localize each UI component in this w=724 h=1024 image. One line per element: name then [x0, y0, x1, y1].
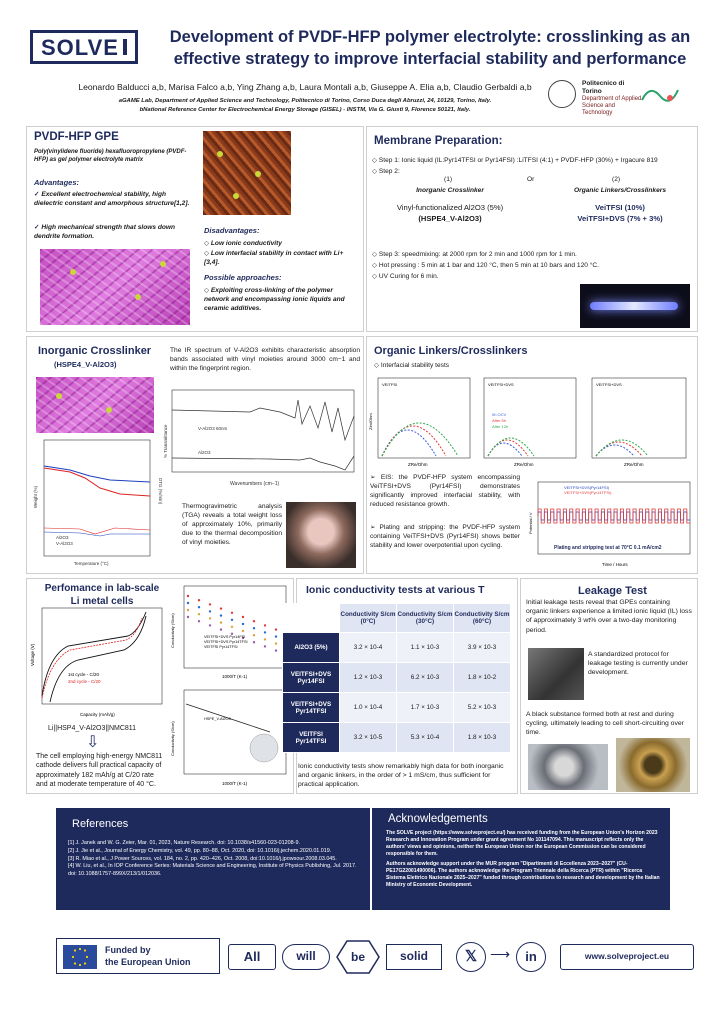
slogan-all: All: [228, 944, 276, 970]
table-cell: 1.8 × 10-3: [454, 723, 511, 753]
conductivity-chart-organic: [168, 582, 290, 682]
table-cell: 1.7 × 10-3: [397, 693, 454, 723]
affiliations: aGAME Lab, Department of Applied Science and Technology, Politecnico di Torino, Corso Duca degli Abruzzi, 24, 10129, Torino, Italy. bNational Reference Center for Electrochemical Energy Storage (GISEL) - INSTM, Via G. Giusti 9, Florence 50121, Italy.: [118, 98, 492, 113]
ir-xlabel: Wavenumbers (cm−1): [230, 481, 280, 487]
disadvantages-heading: Disadvantages:: [204, 226, 260, 235]
authors: Leonardo Balducci a,b, Marisa Falco a,b, Ying Zhang a,b, Laura Montali a,b, Giuseppe A. Elia a,b, Claudio Gerbaldi a,b: [78, 82, 532, 92]
conductivity-point: [209, 603, 211, 605]
ir-ylabel: % Transmittance: [163, 424, 168, 458]
conductivity-point: [253, 620, 255, 622]
conductivity-table: [282, 603, 511, 753]
row-label: VEITFSI Pyr14TFSI: [283, 723, 340, 753]
svg-text:Potential / V: Potential / V: [528, 512, 533, 534]
svg-text:Voltage (V): Voltage (V): [30, 643, 35, 666]
svg-text:ZRe/Ohm: ZRe/Ohm: [408, 462, 428, 467]
conductivity-point: [220, 628, 222, 630]
conductivity-point: [198, 613, 200, 615]
table-cell: 1.1 × 10-3: [397, 633, 454, 663]
svg-text:2nd cycle - C/20: 2nd cycle - C/20: [68, 679, 101, 684]
ionic-text: Ionic conductivity tests show remarkably high data for both inorganic and organic linkers, in the order of > 1 mS/cm, thus sufficient for practical application.: [298, 763, 504, 789]
conductivity-point: [198, 599, 200, 601]
conductivity-point: [209, 624, 211, 626]
acknowledgements-text: The SOLVE project (https://www.solveproject.eu/) has received funding from the European Union's Horizon 2023 Research and Innovation Program under grant agreement No 101147094. This manuscript reflects only the authors' views and opinions, neither the European Union nor the European Commission can be considered responsible for them. Authors acknowledge support under the MUR program "Dipartimenti di Eccellenza 2023–2027" (CU-PE17G22001490006). The authors acknowledge the Program Triennale della Ricerca (PTR) within "Ricerca Sistema Elettrico Nazionale 2025–2027" funded through contributions to research and development by the Italian Ministry of Economic Development.: [386, 830, 660, 888]
solve-logo-text: SOLVE: [41, 35, 119, 60]
table-cell: 1.8 × 10-2: [454, 663, 511, 693]
table-cell: 5.2 × 10-3: [454, 693, 511, 723]
solve-logo: [30, 30, 138, 64]
title-line-1: Development of PVDF-HFP polymer electrolyte: crosslinking as an: [169, 28, 691, 46]
eu-flag-icon: [63, 945, 97, 969]
organic-heading: Organic Linkers/Crosslinkers: [574, 187, 666, 194]
ir-text: The IR spectrum of V-Al2O3 exhibits characteristic absorption bands associated with vinyl moieties around 3000 cm−1 and within the fingerprint region.: [170, 347, 360, 372]
ionic-title: Ionic conductivity tests at various T: [306, 584, 485, 596]
leakage-text-3: A black substance formed both at rest and during cycling, ultimately leading to cell short-circuiting over time.: [526, 711, 684, 737]
conductivity-point: [242, 623, 244, 625]
conductivity-point: [264, 624, 266, 626]
hot-press: ◇ Hot pressing : 5 min at 1 bar and 120 °C, then 5 min at 10 bars and 120 °C.: [372, 262, 599, 269]
tga-ylabel: Weight (%): [33, 485, 38, 508]
conductivity-point: [220, 607, 222, 609]
conductivity-point: [264, 638, 266, 640]
coin-cell-image-1: [528, 744, 608, 790]
slogan-will: will: [282, 944, 330, 970]
leakage-title: Leakage Test: [578, 585, 647, 597]
ps-caption: Plating and stripping test at 70°C 0.1 mA/cm2: [554, 545, 662, 551]
eu-funded-line-1: Funded by: [105, 945, 151, 955]
conductivity-point: [253, 641, 255, 643]
reference-item: [4] W. Liu, et al., In IOP Conference Series: Materials Science and Engineering, Institute of Physics Publishing, Jul. 2017. doi: 10.1088/1757-899X/213/1/012036.: [68, 863, 357, 878]
gpe-title: PVDF-HFP GPE: [34, 131, 119, 143]
svg-text:After 5h: After 5h: [492, 418, 507, 423]
disadvantage-2: ◇ Low interfacial stability in contact with Li+[3,4].: [204, 250, 344, 266]
table-cell: 3.2 × 10-4: [340, 633, 397, 663]
row-label: VEITFSI+DVS Pyr14TFSI: [283, 693, 340, 723]
col-30c: Conductivity S/cm (30°C): [397, 604, 454, 633]
leakage-sample-image: [528, 648, 584, 700]
svg-text:VEITFSI: VEITFSI: [382, 382, 398, 387]
ir-chart: [160, 388, 360, 488]
gpe-intro: Poly(vinylidene fluoride) hexafluoropropylene (PVDF-HFP) as gel polymer electrolyte matrix: [34, 149, 187, 164]
eis-text: ➢ EIS: the PVDF-HFP system encompassing VeiTFSI+DVS (Pyr14FSI) demonstrates significantly improved interfacial stability, with reduced resistance growth.: [370, 474, 520, 508]
poster-title: [160, 26, 700, 71]
inorganic-title: Inorganic Crosslinker: [38, 345, 152, 357]
svg-text:1000/T (K-1): 1000/T (K-1): [222, 674, 248, 679]
membrane-title: Membrane Preparation:: [374, 135, 503, 147]
svg-text:ZRe/Ohm: ZRe/Ohm: [514, 462, 534, 467]
link-arrow-icon: ⟶: [490, 946, 511, 962]
row-label: Al2O3 (5%): [283, 633, 340, 663]
inorganic-heading: Inorganic Crosslinker: [416, 187, 484, 194]
table-cell: 3.2 × 10-5: [340, 723, 397, 753]
tga-legend-1: Al2O3: [56, 535, 69, 540]
conductivity-point: [275, 635, 277, 637]
option-2-label: (2): [612, 176, 621, 183]
conductivity-point: [187, 616, 189, 618]
conductivity-point: [209, 617, 211, 619]
step-3: ◇ Step 3: speedmixing: at 2000 rpm for 2 min and 1000 rpm for 1 min.: [372, 251, 577, 258]
svg-text:VEITFSI+DVS(Pyr14TFSI): VEITFSI+DVS(Pyr14TFSI): [564, 490, 612, 495]
svg-text:After 12h: After 12h: [492, 424, 509, 429]
ps-series-2: [538, 509, 690, 523]
conductivity-point: [198, 606, 200, 608]
conductivity-point: [187, 609, 189, 611]
conductivity-point: [209, 610, 211, 612]
svg-text:1000/T (K-1): 1000/T (K-1): [222, 781, 248, 786]
uv-curing: ◇ UV Curing for 6 min.: [372, 273, 439, 280]
svg-text:1st cycle - C/20: 1st cycle - C/20: [68, 672, 100, 677]
advantage-1: ✓ Excellent electrochemical stability, high dielectric constant and amorphous structure[1,2].: [34, 191, 190, 207]
conductivity-point: [231, 612, 233, 614]
tga-y2label: DTG (%/min): [158, 478, 163, 505]
conductivity-point: [242, 630, 244, 632]
advantage-2: ✓ High mechanical strength that slows down dendrite formation.: [34, 224, 176, 240]
membrane-sem-image: [203, 131, 291, 215]
inorganic-option: Vinyl-functionalized Al2O3 (5%) (HSPE4_V-Al2O3): [396, 203, 504, 223]
crosslinked-fiber-image: [36, 377, 154, 433]
conductivity-point: [264, 645, 266, 647]
advantages-heading: Advantages:: [34, 178, 80, 187]
tga-legend-2: V-Al2O3: [56, 541, 73, 546]
conductivity-point: [264, 631, 266, 633]
col-0c: Conductivity S/cm (0°C): [340, 604, 397, 633]
svg-text:Conductivity (S/cm): Conductivity (S/cm): [170, 613, 175, 648]
membrane-photo: [286, 502, 356, 568]
conductivity-point: [220, 621, 222, 623]
row-label: VEITFSI+DVS Pyr14FSI: [283, 663, 340, 693]
performance-title: Perfomance in lab-scale Li metal cells: [44, 583, 160, 607]
conductivity-point: [198, 620, 200, 622]
cell-config: Li||HSP4_V-Al2O3||NMC811: [48, 725, 137, 732]
conductivity-point: [275, 649, 277, 651]
title-line-2: effective strategy to improve interfacial stability and performance: [173, 50, 687, 69]
option-1-label: (1): [444, 176, 453, 183]
conductivity-point: [275, 628, 277, 630]
logo-bar-icon: [123, 39, 127, 55]
svg-text:HSPE_V-Al2O3: HSPE_V-Al2O3: [204, 717, 231, 721]
step-2: ◇ Step 2:: [372, 168, 400, 175]
reference-item: [3] R. Miao et al., J Power Sources, vol. 184, no. 2, pp. 420–426, Oct. 2008, doi:10.1016/j.jpowsour.2008.03.045.: [68, 855, 337, 862]
nyquist-plot-1: [366, 374, 474, 470]
approaches-heading: Possible approaches:: [204, 273, 282, 282]
tga-chart: [30, 436, 166, 570]
table-cell: 6.2 × 10-3: [397, 663, 454, 693]
nyquist-plot-3: [580, 374, 692, 470]
conductivity-chart-inorganic: [168, 686, 290, 790]
tga-text: Thermogravimetric analysis (TGA) reveals a total weight loss of approximately 10%, primarily due to the thermal decomposition of vinyl moieties.: [182, 503, 282, 546]
inorganic-subtitle: (HSPE4_V-Al2O3): [54, 360, 117, 369]
conductivity-point: [253, 627, 255, 629]
x-social-icon[interactable]: 𝕏: [456, 942, 486, 972]
conductivity-point: [242, 616, 244, 618]
eu-funding: [56, 938, 220, 974]
slogan-be: be: [336, 940, 380, 974]
conductivity-point: [220, 614, 222, 616]
table-cell: 1.0 × 10-4: [340, 693, 397, 723]
polito-logo: Politecnico di Torino Department of Applied Science and Technology: [582, 80, 642, 116]
website-link[interactable]: www.solveproject.eu: [560, 944, 694, 970]
table-cell: 1.2 × 10-3: [340, 663, 397, 693]
disadvantage-1: ◇ Low ionic conductivity: [204, 240, 282, 247]
svg-text:VEITFSI+DVS: VEITFSI+DVS: [596, 382, 622, 387]
performance-text: The cell employing high-energy NMC811 cathode delivers full practical capacity of approximately 182 mAh/g at C/20 rate and at moderate temperature of 40 °C.: [36, 753, 163, 789]
conductivity-point: [253, 634, 255, 636]
plating-stripping-chart: [524, 478, 694, 570]
svg-text:0h OCV: 0h OCV: [492, 412, 507, 417]
organic-title: Organic Linkers/Crosslinkers: [374, 345, 528, 357]
acknowledgements-title: Acknowledgements: [388, 813, 488, 825]
reference-item: [2] J. Jie et al., Journal of Energy Chemistry, vol. 49, pp. 80–88, Oct. 2020, doi: 10.1016/j.jechem.2020.01.019.: [68, 847, 332, 854]
stability-label: ◇ Interfacial stability tests: [374, 362, 450, 369]
ir-legend-2: Al2O3: [198, 450, 211, 455]
conductivity-point: [275, 642, 277, 644]
svg-text:VEITFSI Pyr14TFSI: VEITFSI Pyr14TFSI: [204, 645, 238, 649]
svg-text:Capacity (mAh/g): Capacity (mAh/g): [80, 712, 115, 717]
leakage-text-2: A standardized protocol for leakage testing is currently under development.: [588, 651, 688, 677]
organic-option: VeiTFSI (10%) VeiTFSI+DVS (7% + 3%): [577, 203, 663, 223]
uv-lamp-image: [580, 284, 690, 328]
svg-text:Conductivity (S/cm): Conductivity (S/cm): [170, 721, 175, 756]
leakage-text-1: Initial leakage tests reveal that GPEs containing organic linkers experience a limited ionic liquid (IL) loss of approximately 3 wt% over a two-day monitoring period.: [526, 599, 692, 634]
reference-item: [1] J. Janek and W. G. Zeier, Mar. 01, 2023, Nature Research. doi: 10.1038/s41560-023-01208-9.: [68, 840, 300, 846]
nyquist-plot-2: [472, 374, 580, 470]
svg-text:VEITFSI+DVS: VEITFSI+DVS: [488, 382, 514, 387]
polito-seal-icon: [548, 80, 576, 108]
linkedin-icon[interactable]: in: [516, 942, 546, 972]
ir-legend-1: V-Al2O3 60nm: [198, 426, 228, 431]
svg-text:VEITFSI+DVS Pyr14TFSI: VEITFSI+DVS Pyr14TFSI: [204, 640, 248, 644]
voltage-profile-chart: [28, 606, 166, 720]
coin-cell-image-2: [616, 738, 690, 792]
plating-text: ➢ Plating and stripping: the PVDF-HFP system containing VeiTFSI+DVS (Pyr14FSI) shows better stability and lower overpotential upon cycling.: [370, 524, 520, 549]
table-cell: 5.3 × 10-4: [397, 723, 454, 753]
references-title: References: [72, 818, 129, 830]
conductivity-point: [231, 626, 233, 628]
table-cell: 3.9 × 10-3: [454, 633, 511, 663]
conductivity-point: [187, 595, 189, 597]
or-label: Or: [527, 176, 535, 183]
fiber-image: [40, 249, 190, 325]
slogan-solid: solid: [386, 944, 442, 970]
svg-text:ZRe/Ohm: ZRe/Ohm: [624, 462, 644, 467]
conductivity-point: [231, 619, 233, 621]
lab-logo-icon: [640, 82, 680, 104]
eu-funded-line-2: the European Union: [105, 956, 191, 967]
step-1: ◇ Step 1: Ionic liquid (IL:Pyr14TFSI or Pyr14FSI) :LiTFSI (4:1) + PVDF-HFP (30%) + Irgacure 819: [372, 157, 658, 164]
approach-1: ◇ Exploiting cross-linking of the polymer network and encompassing ionic liquids and ceramic additives.: [204, 287, 345, 312]
references-list: [68, 840, 358, 879]
svg-text:VEITFSI+DVS(Pyr14FSI): VEITFSI+DVS(Pyr14FSI): [564, 485, 610, 490]
svg-text:Time / Hours: Time / Hours: [602, 562, 628, 567]
tga-xlabel: Temperature (°C): [74, 561, 109, 566]
conductivity-point: [187, 602, 189, 604]
col-60c: Conductivity S/cm (60°C): [454, 604, 511, 633]
svg-text:ZIm/Ohm: ZIm/Ohm: [368, 413, 373, 430]
down-arrow-icon: ⇩: [86, 734, 100, 751]
svg-text:VEITFSI+DVS Pyr14FSI: VEITFSI+DVS Pyr14FSI: [204, 635, 246, 639]
